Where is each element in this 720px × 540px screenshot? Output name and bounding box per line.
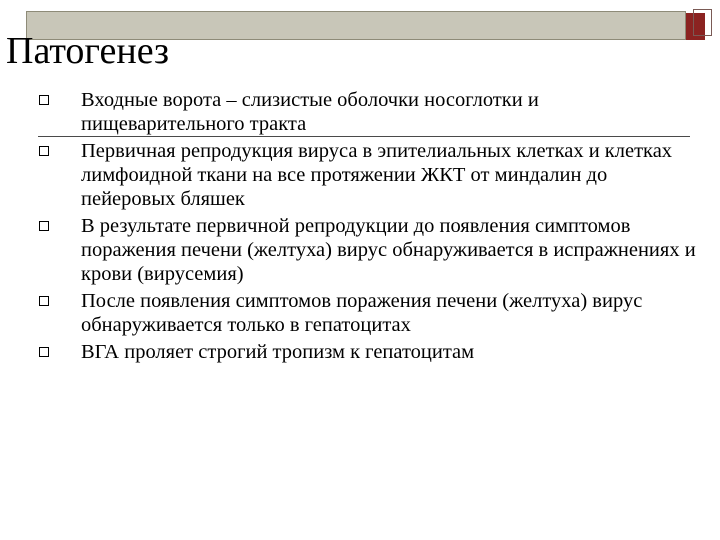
- bullet-item-3: [38, 214, 698, 286]
- hollow-square-bullet-icon: [39, 347, 49, 357]
- corner-accent-outline-square: [693, 9, 712, 36]
- slide-title: Патогенез: [6, 30, 170, 72]
- hollow-square-bullet-icon: [39, 95, 49, 105]
- bullet-item-5: [38, 340, 698, 364]
- hollow-square-bullet-icon: [39, 221, 49, 231]
- bullet-text: В результате первичной репродукции до появления симптомов поражения печени (желтуха) вирус обнаруживается в испражнениях и крови (вирусемия): [81, 215, 696, 285]
- hollow-square-bullet-icon: [39, 296, 49, 306]
- hollow-square-bullet-icon: [39, 146, 49, 156]
- bullet-text: Первичная репродукция вируса в эпителиальных клетках и клетках лимфоидной ткани на все протяжении ЖКТ от миндалин до пейеровых бляшек: [81, 140, 673, 210]
- bullet-text: ВГА проляет строгий тропизм к гепатоцитам: [81, 341, 475, 363]
- bullet-item-2: [38, 139, 698, 211]
- bullet-item-4: [38, 289, 698, 337]
- bullet-text: После появления симптомов поражения печени (желтуха) вирус обнаруживается только в гепатоцитах: [81, 290, 643, 336]
- bullet-list: [38, 88, 698, 367]
- bullet-item-1: [38, 88, 698, 136]
- bullet-text: Входные ворота – слизистые оболочки носоглотки и пищеварительного тракта: [81, 89, 539, 135]
